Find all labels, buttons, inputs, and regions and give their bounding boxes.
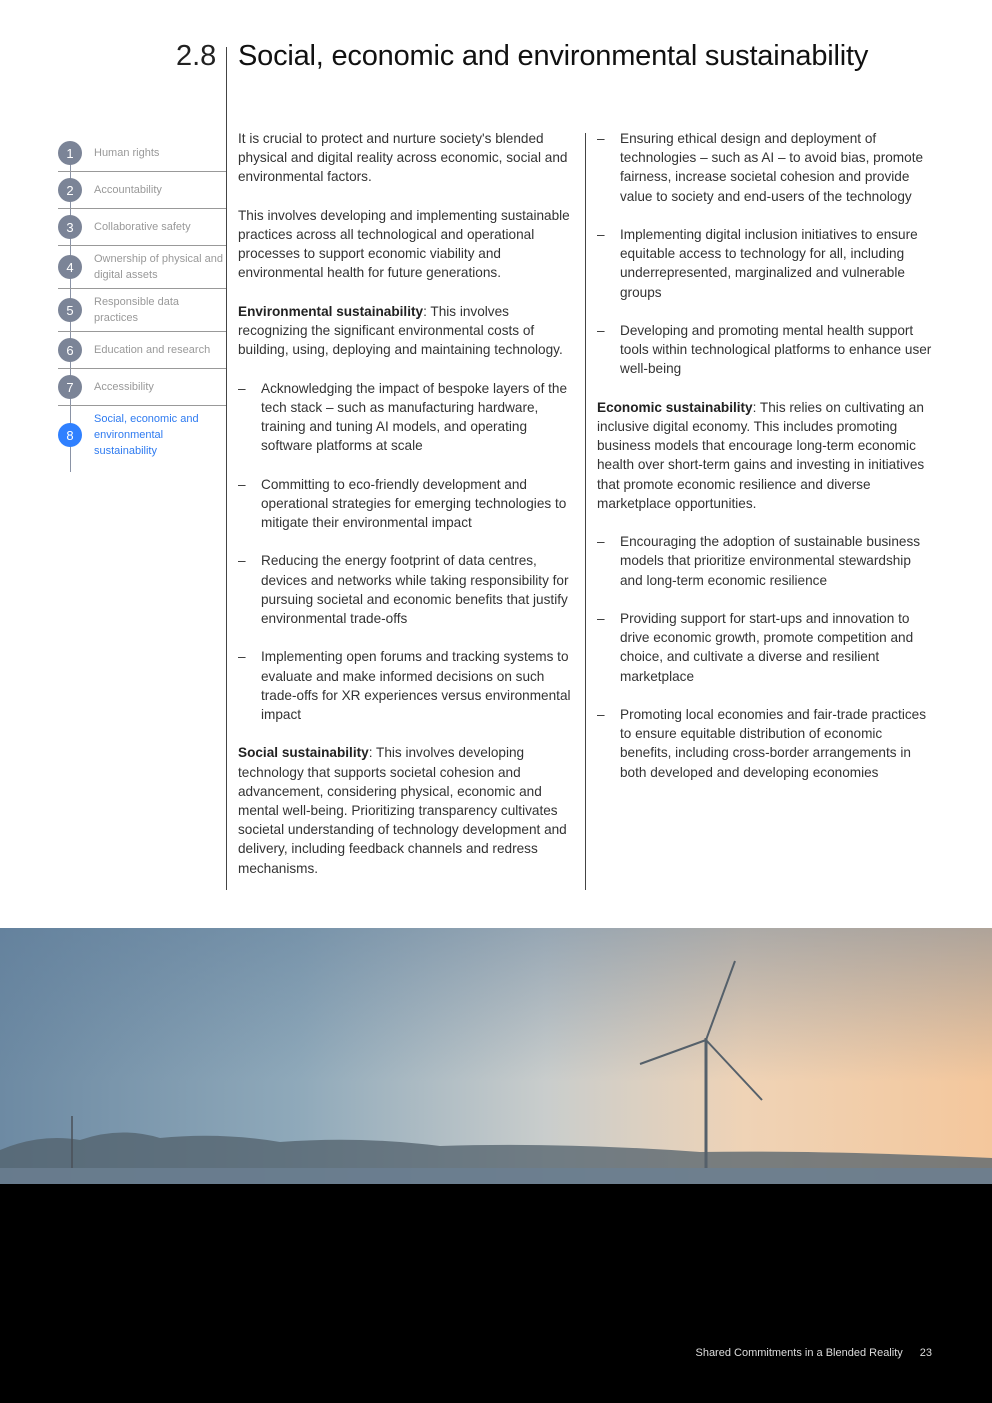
dash-bullet: –: [597, 323, 605, 338]
economic-list: [597, 532, 933, 782]
bullet-text: Acknowledging the impact of bespoke layers of the tech stack – such as manufacturing hardware, training and tuning AI models, and operating software platforms at scale: [261, 380, 568, 454]
toc-item-1[interactable]: [58, 135, 226, 172]
page-footer: [695, 1347, 932, 1359]
dash-bullet: –: [238, 380, 246, 396]
toc-item-label: Ownership of physical and digital assets: [94, 253, 224, 281]
bullet-item: [238, 551, 574, 628]
environmental-text: : This involves recognizing the significant environmental costs of building, using, deploying and maintaining technology.: [238, 303, 563, 358]
section-nav: [58, 135, 226, 464]
step-number-badge: 6: [58, 338, 82, 362]
toc-item-8[interactable]: [58, 406, 226, 464]
toc-item-2[interactable]: [58, 172, 226, 209]
dash-bullet: –: [597, 131, 605, 146]
economic-heading: Economic sustainability: [597, 399, 753, 415]
toc-item-5[interactable]: [58, 289, 226, 332]
title-divider: [226, 47, 227, 890]
environmental-paragraph: [238, 302, 574, 360]
step-number-badge: 5: [58, 298, 82, 322]
toc-item-label: Social, economic and environmental sustainability: [94, 413, 199, 457]
step-number-badge: 3: [58, 215, 82, 239]
dash-bullet: –: [238, 553, 246, 569]
step-number-badge: 7: [58, 375, 82, 399]
bullet-item: [597, 609, 933, 686]
bullet-text: Implementing digital inclusion initiatives to ensure equitable access to technology for all, including underrepresented, marginalized and vulnerable groups: [620, 227, 918, 300]
intro-paragraph: It is crucial to protect and nurture society's blended physical and digital reality across economic, social and environmental factors.: [238, 131, 568, 185]
bullet-item: [238, 379, 574, 456]
toc-item-label: Education and research: [94, 344, 211, 356]
social-paragraph: [238, 743, 574, 877]
section-number: 2.8: [176, 40, 217, 72]
page-number: 23: [919, 1347, 932, 1359]
bullet-item: [597, 705, 933, 782]
column-right: [597, 129, 933, 801]
bullet-item: [597, 129, 933, 206]
social-heading: Social sustainability: [238, 745, 369, 761]
bullet-text: Implementing open forums and tracking systems to evaluate and make informed decisions on such trade-offs for XR experiences versus environmental impact: [261, 649, 571, 722]
bullet-text: Encouraging the adoption of sustainable business models that prioritize environmental stewardship and long-term economic resilience: [620, 534, 921, 588]
bullet-item: [238, 475, 574, 533]
social-text: : This involves developing technology that supports societal cohesion and advancement, considering physical, economic and mental well-being. Prioritizing transparency cultivates societal understanding of technology development and delivery, including feedback channels and redress mechanisms.: [238, 745, 567, 876]
bullet-text: Providing support for start-ups and innovation to drive economic growth, promote competition and choice, and cultivate a diverse and resilient marketplace: [620, 611, 914, 684]
bullet-text: Developing and promoting mental health support tools within technological platforms to enhance user well-being: [620, 323, 932, 377]
column-divider: [585, 133, 586, 890]
page-title: Social, economic and environmental sustainability: [238, 40, 869, 72]
bullet-text: Ensuring ethical design and deployment of technologies – such as AI – to avoid bias, promote fairness, increase societal cohesion and provide value to society and end-users of the technology: [620, 131, 924, 204]
dash-bullet: –: [597, 534, 605, 550]
dash-bullet: –: [597, 707, 605, 722]
bullet-item: [238, 647, 574, 724]
environmental-heading: Environmental sustainability: [238, 303, 424, 319]
toc-item-7[interactable]: [58, 369, 226, 406]
step-number-badge: 2: [58, 178, 82, 202]
bullet-item: [597, 532, 933, 590]
economic-paragraph: [597, 398, 933, 513]
dash-bullet: –: [597, 227, 605, 242]
step-number-badge: 8: [58, 423, 82, 447]
toc-item-label: Accessibility: [94, 381, 154, 393]
wind-turbine-photo: [0, 928, 992, 1184]
dash-bullet: –: [238, 476, 246, 492]
social-list: [597, 129, 933, 379]
bullet-item: [597, 225, 933, 302]
toc-item-6[interactable]: [58, 332, 226, 369]
step-number-badge: 4: [58, 255, 82, 279]
bullet-text: Reducing the energy footprint of data centres, devices and networks while taking responsibility for pursuing societal and economic benefits that justify environmental trade-offs: [261, 553, 569, 626]
toc-item-label: Collaborative safety: [94, 221, 191, 233]
economic-text: : This relies on cultivating an inclusive digital economy. This includes promoting business models that encourage long-term economic health over short-term gains and investing in initiatives that promote economic resilience and diverse marketplace opportunities.: [597, 399, 925, 511]
column-left: [238, 129, 574, 897]
intro-paragraph-2: This involves developing and implementing sustainable practices across all technological and operational processes to support economic viability and environmental health for future generations.: [238, 207, 570, 281]
bullet-text: Committing to eco-friendly development and operational strategies for emerging technologies to mitigate their environmental impact: [261, 476, 567, 530]
footer-band: [0, 1184, 992, 1403]
toc-item-3[interactable]: [58, 209, 226, 246]
bullet-item: [597, 321, 933, 379]
toc-item-label: Human rights: [94, 147, 160, 159]
toc-item-4[interactable]: [58, 246, 226, 289]
dash-bullet: –: [597, 611, 605, 626]
toc-item-label: Responsible data practices: [94, 296, 180, 324]
environmental-list: [238, 379, 574, 725]
bullet-text: Promoting local economies and fair-trade practices to ensure equitable distribution of economic benefits, including cross-border arrangements in both developed and developing economies: [620, 707, 927, 780]
dash-bullet: –: [238, 649, 246, 665]
toc-item-label: Accountability: [94, 184, 162, 196]
document-title: Shared Commitments in a Blended Reality: [695, 1347, 903, 1359]
step-number-badge: 1: [58, 141, 82, 165]
